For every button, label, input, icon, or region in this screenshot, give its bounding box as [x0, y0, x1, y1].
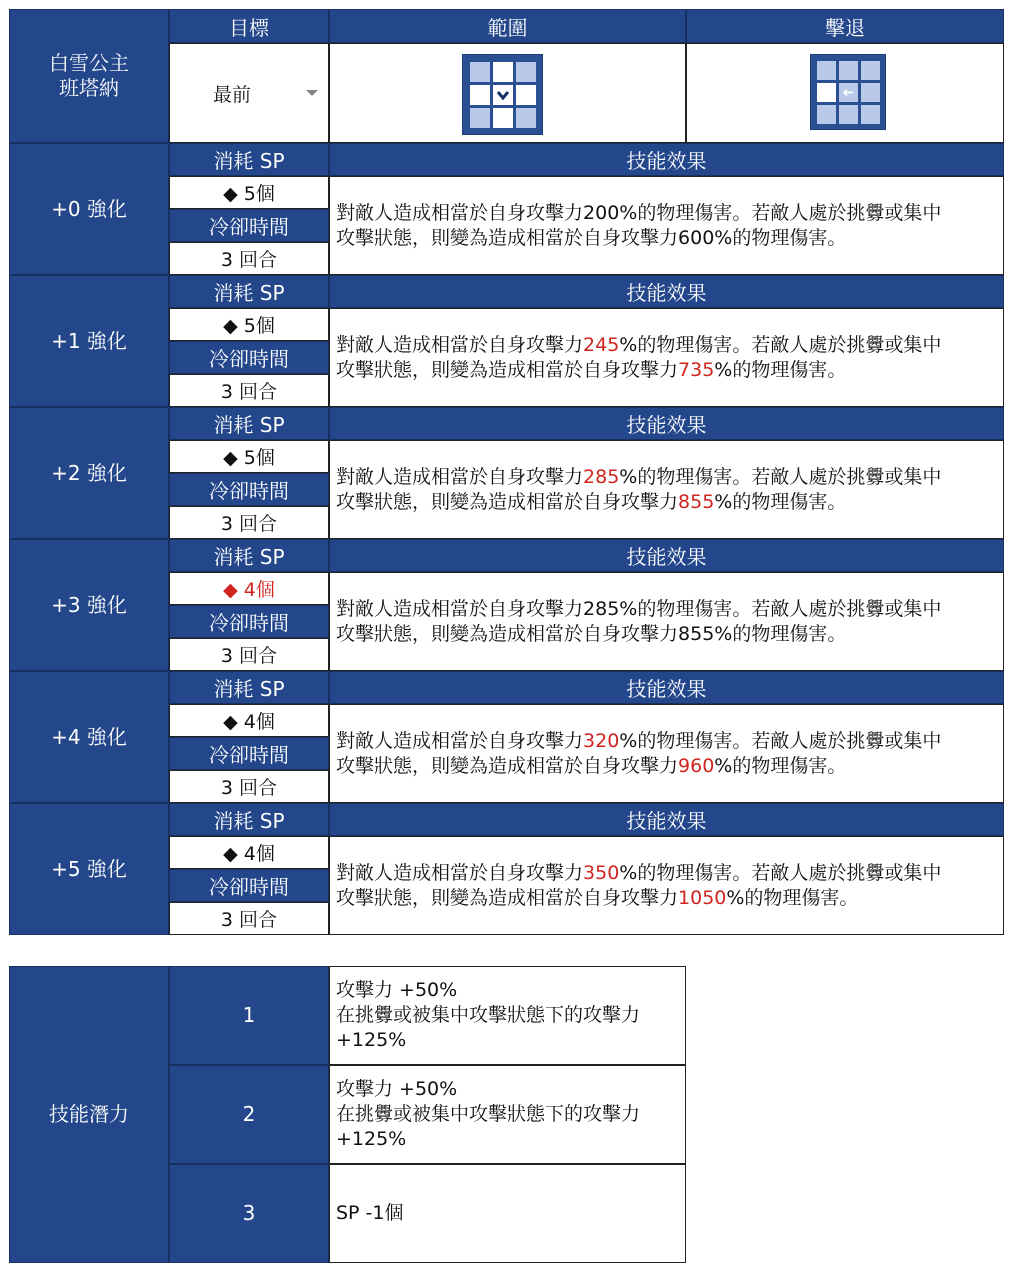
potential-desc — [329, 1065, 686, 1164]
cooldown-value: 3 回合 — [169, 374, 329, 407]
effect-part: %的物理傷害。若敵人處於挑釁或集中 — [619, 729, 942, 752]
effect-value-taunt: 1050 — [678, 886, 727, 909]
effect-text — [329, 704, 1004, 803]
effect-part: 對敵人造成相當於自身攻擊力 — [336, 333, 584, 356]
enhance-level — [9, 671, 169, 803]
knockback-grid-icon — [810, 54, 886, 130]
potential-label: 技能潛力 — [9, 966, 169, 1263]
effect-value-normal: 285 — [583, 597, 620, 620]
sp-header: 消耗 SP — [169, 539, 329, 572]
target-select[interactable] — [169, 43, 329, 143]
effect-part: 攻擊狀態，則變為造成相當於自身攻擊力 — [336, 358, 679, 381]
cooldown-value: 3 回合 — [169, 242, 329, 275]
effect-value-taunt: 735 — [678, 358, 715, 381]
target-value: 最前 — [213, 83, 252, 106]
range-header: 範圍 — [329, 9, 686, 43]
effect-value-normal: 200 — [583, 201, 620, 224]
effect-part: %的物理傷害。若敵人處於挑釁或集中 — [619, 861, 942, 884]
enhance-level — [9, 143, 169, 275]
enhance-level — [9, 407, 169, 539]
cooldown-header: 冷卻時間 — [169, 209, 329, 242]
effect-value-taunt: 600 — [678, 226, 715, 249]
enhance-level-label: +3 強化 — [51, 592, 127, 617]
effect-text — [329, 308, 1004, 407]
cooldown-header: 冷卻時間 — [169, 341, 329, 374]
effect-part: %的物理傷害。 — [714, 226, 847, 249]
cooldown-value: 3 回合 — [169, 902, 329, 935]
effect-text — [329, 572, 1004, 671]
sp-cost-value: ◆ 5個 — [223, 183, 275, 205]
cooldown-value: 3 回合 — [169, 506, 329, 539]
effect-part: 對敵人造成相當於自身攻擊力 — [336, 597, 584, 620]
sp-header: 消耗 SP — [169, 407, 329, 440]
sp-cost — [169, 308, 329, 341]
effect-part: 對敵人造成相當於自身攻擊力 — [336, 465, 584, 488]
range-cell — [329, 43, 686, 143]
sp-header: 消耗 SP — [169, 671, 329, 704]
potential-line: 在挑釁或被集中攻擊狀態下的攻擊力 — [336, 1004, 641, 1026]
effect-part: %的物理傷害。 — [714, 622, 847, 645]
enhance-level-label: +0 強化 — [51, 196, 127, 221]
effect-value-normal: 285 — [583, 465, 620, 488]
enhance-level — [9, 275, 169, 407]
cooldown-header: 冷卻時間 — [169, 605, 329, 638]
effect-header: 技能效果 — [329, 539, 1004, 572]
effect-header: 技能效果 — [329, 671, 1004, 704]
sp-header: 消耗 SP — [169, 275, 329, 308]
effect-value-taunt: 960 — [678, 754, 715, 777]
enhance-level-label: +2 強化 — [51, 460, 127, 485]
effect-part: %的物理傷害。若敵人處於挑釁或集中 — [619, 333, 942, 356]
potential-line: 攻擊力 +50% — [336, 979, 458, 1001]
effect-part: 攻擊狀態，則變為造成相當於自身攻擊力 — [336, 754, 679, 777]
effect-header: 技能效果 — [329, 407, 1004, 440]
sp-cost-value: ◆ 5個 — [223, 447, 275, 469]
sp-cost — [169, 176, 329, 209]
range-grid-icon — [462, 54, 543, 135]
enhance-level-label: +5 強化 — [51, 856, 127, 881]
effect-value-normal: 245 — [583, 333, 620, 356]
effect-part: 攻擊狀態，則變為造成相當於自身攻擊力 — [336, 622, 679, 645]
enhance-level — [9, 539, 169, 671]
character-name — [9, 9, 169, 143]
potential-desc — [329, 1164, 686, 1263]
effect-value-normal: 350 — [583, 861, 620, 884]
effect-part: 攻擊狀態，則變為造成相當於自身攻擊力 — [336, 886, 679, 909]
sp-cost — [169, 440, 329, 473]
knockback-cell — [686, 43, 1004, 143]
cooldown-header: 冷卻時間 — [169, 737, 329, 770]
sp-cost-value: ◆ 5個 — [223, 315, 275, 337]
potential-number: 3 — [169, 1164, 329, 1263]
sp-cost-value: ◆ 4個 — [223, 711, 275, 733]
effect-value-taunt: 855 — [678, 622, 715, 645]
enhance-level-label: +4 強化 — [51, 724, 127, 749]
effect-part: 對敵人造成相當於自身攻擊力 — [336, 201, 584, 224]
cooldown-value: 3 回合 — [169, 770, 329, 803]
potential-number: 1 — [169, 966, 329, 1065]
sp-cost-value: ◆ 4個 — [223, 579, 275, 601]
effect-part: %的物理傷害。若敵人處於挑釁或集中 — [619, 465, 942, 488]
effect-part: %的物理傷害。若敵人處於挑釁或集中 — [619, 201, 942, 224]
effect-value-normal: 320 — [583, 729, 620, 752]
effect-part: 對敵人造成相當於自身攻擊力 — [336, 729, 584, 752]
effect-header: 技能效果 — [329, 275, 1004, 308]
effect-part: %的物理傷害。若敵人處於挑釁或集中 — [619, 597, 942, 620]
effect-part: %的物理傷害。 — [714, 490, 847, 513]
enhance-level-label: +1 強化 — [51, 328, 127, 353]
cooldown-header: 冷卻時間 — [169, 869, 329, 902]
effect-text — [329, 836, 1004, 935]
sp-cost — [169, 704, 329, 737]
knockback-header: 擊退 — [686, 9, 1004, 43]
effect-part: %的物理傷害。 — [714, 754, 847, 777]
potential-line: 攻擊力 +50% — [336, 1078, 458, 1100]
enhance-level — [9, 803, 169, 935]
cooldown-header: 冷卻時間 — [169, 473, 329, 506]
potential-number: 2 — [169, 1065, 329, 1164]
character-name-text: 白雪公主 班塔納 — [49, 51, 129, 100]
effect-part: %的物理傷害。 — [726, 886, 859, 909]
chevron-down-icon — [306, 90, 318, 96]
sp-cost — [169, 572, 329, 605]
effect-header: 技能效果 — [329, 143, 1004, 176]
effect-text — [329, 176, 1004, 275]
cooldown-value: 3 回合 — [169, 638, 329, 671]
potential-desc — [329, 966, 686, 1065]
effect-part: 攻擊狀態，則變為造成相當於自身攻擊力 — [336, 490, 679, 513]
effect-text — [329, 440, 1004, 539]
target-header: 目標 — [169, 9, 329, 43]
sp-header: 消耗 SP — [169, 803, 329, 836]
effect-part: 對敵人造成相當於自身攻擊力 — [336, 861, 584, 884]
sp-cost — [169, 836, 329, 869]
potential-line: 在挑釁或被集中攻擊狀態下的攻擊力 — [336, 1103, 641, 1125]
effect-header: 技能效果 — [329, 803, 1004, 836]
potential-line: +125% — [336, 1128, 407, 1150]
sp-header: 消耗 SP — [169, 143, 329, 176]
potential-line: SP -1個 — [336, 1202, 404, 1224]
effect-part: 攻擊狀態，則變為造成相當於自身攻擊力 — [336, 226, 679, 249]
sp-cost-value: ◆ 4個 — [223, 843, 275, 865]
effect-part: %的物理傷害。 — [714, 358, 847, 381]
potential-line: +125% — [336, 1029, 407, 1051]
effect-value-taunt: 855 — [678, 490, 715, 513]
